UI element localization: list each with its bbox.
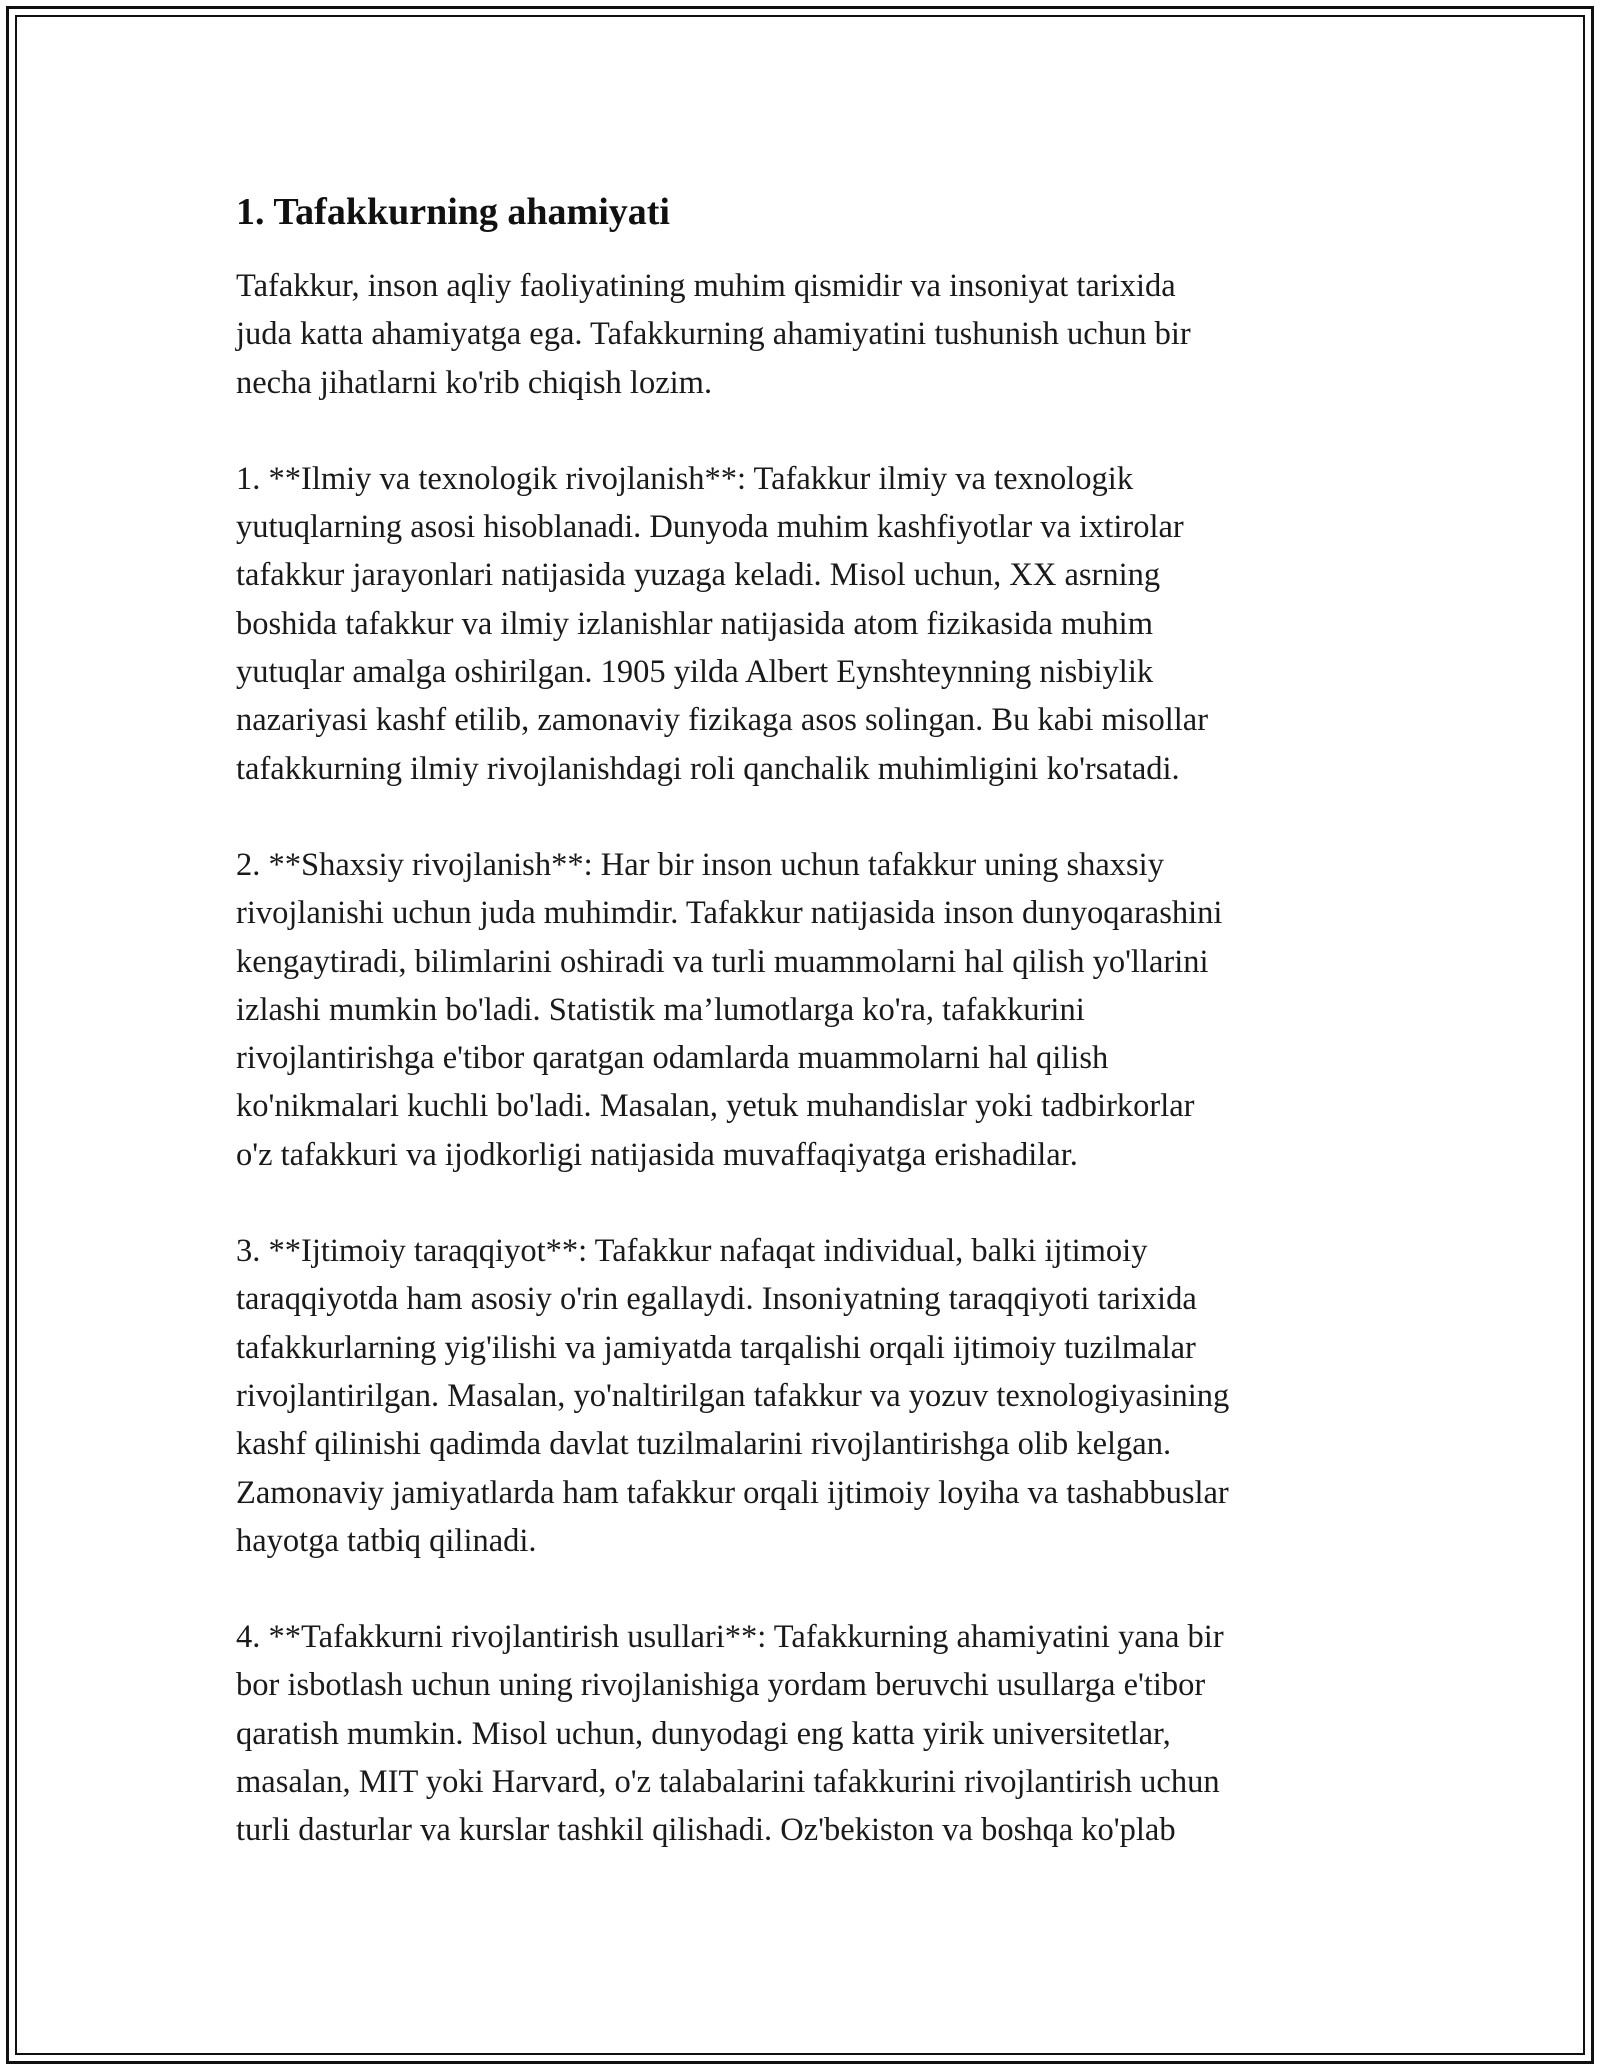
paragraph-development-methods: 4. **Tafakkurni rivojlantirish usullari**: Tafakkurning ahamiyatini yana bir bor isbotlash uchun uning rivojlanishiga yordam beruvchi usullarga e'tibor qaratish mumkin. Misol uchun, dunyodagi eng katta yirik universitetlar, masalan, MIT yoki Harvard, o'z talabalarini tafakkurini rivojlantirish uchun turli dasturlar va kurslar tashkil qilishadi. Oz'bekiston va boshqa ko'plab [236,1619,1224,1849]
paragraph-personal-development: 2. **Shaxsiy rivojlanish**: Har bir inson uchun tafakkur uning shaxsiy rivojlanishi uchun juda muhimdir. Tafakkur natijasida inson dunyoqarashini kengaytiradi, bilimlarini oshiradi va turli muammolarni hal qilish yo'llarini izlashi mumkin bo'ladi. Statistik ma’lumotlarga ko'ra, tafakkurini rivojlantirishga e'tibor qaratgan odamlarda muammolarni hal qilish ko'nikmalari kuchli bo'ladi. Masalan, yetuk muhandislar yoki tadbirkorlar o'z tafakkuri va ijodkorligi natijasida muvaffaqiyatga erishadilar. [236,846,1223,1173]
paragraph-social-progress: 3. **Ijtimoiy taraqqiyot**: Tafakkur nafaqat individual, balki ijtimoiy taraqqiyotda ham asosiy o'rin egallaydi. Insoniyatning taraqqiyoti tarixida tafakkurlarning yig'ilishi va jamiyatda tarqalishi orqali ijtimoiy tuzilmalar rivojlantirilgan. Masalan, yo'naltirilgan tafakkur va yozuv texnologiyasining kashf qilinishi qadimda davlat tuzilmalarini rivojlantirishga olib kelgan. Zamonaviy jamiyatlarda ham tafakkur orqali ijtimoiy loyiha va tashabbuslar hayotga tatbiq qilinadi. [236,1233,1230,1559]
document-body [236,184,1386,1855]
paragraph-intro: Tafakkur, inson aqliy faoliyatining muhim qismidir va insoniyat tarixida juda katta ahamiyatga ega. Tafakkurning ahamiyatini tushunish uchun bir necha jihatlarni ko'rib chiqish lozim. [236,268,1191,401]
section-heading: 1. Tafakkurning ahamiyati [236,191,670,233]
paragraph-scientific-development: 1. **Ilmiy va texnologik rivojlanish**: Tafakkur ilmiy va texnologik yutuqlarning asosi hisoblanadi. Dunyoda muhim kashfiyotlar va ixtirolar tafakkur jarayonlari natijasida yuzaga keladi. Misol uchun, XX asrning boshida tafakkur va ilmiy izlanishlar natijasida atom fizikasida muhim yutuqlar amalga oshirilgan. 1905 yilda Albert Eynshteynning nisbiylik nazariyasi kashf etilib, zamonaviy fizikaga asos solingan. Bu kabi misollar tafakkurning ilmiy rivojlanishdagi roli qanchalik muhimligini ko'rsatadi. [236,460,1209,787]
